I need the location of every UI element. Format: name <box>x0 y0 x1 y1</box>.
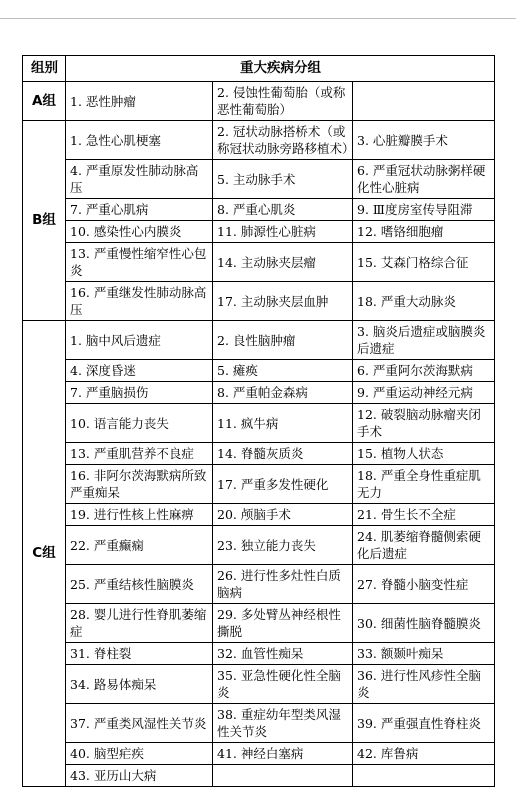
disease-cell: 16. 严重继发性肺动脉高压 <box>66 282 213 321</box>
disease-cell: 33. 额颞叶痴呆 <box>353 643 495 665</box>
disease-cell: 6. 严重冠状动脉粥样硬化性心脏病 <box>353 160 495 199</box>
disease-cell: 12. 破裂脑动脉瘤夹闭手术 <box>353 404 495 443</box>
table-row <box>23 504 495 526</box>
page-top-rule <box>0 18 516 19</box>
group-label: A组 <box>23 82 66 121</box>
disease-cell: 42. 库鲁病 <box>353 743 495 765</box>
disease-cell: 8. 严重帕金森病 <box>213 382 353 404</box>
table-row <box>23 565 495 604</box>
table-row <box>23 199 495 221</box>
group-label: B组 <box>23 121 66 321</box>
disease-cell: 20. 颅脑手术 <box>213 504 353 526</box>
table-row <box>23 643 495 665</box>
disease-cell: 27. 脊髓小脑变性症 <box>353 565 495 604</box>
disease-cell: 43. 亚历山大病 <box>66 765 213 787</box>
disease-cell: 14. 主动脉夹层瘤 <box>213 243 353 282</box>
disease-cell: 22. 严重癫痫 <box>66 526 213 565</box>
table-row <box>23 526 495 565</box>
disease-cell: 25. 严重结核性脑膜炎 <box>66 565 213 604</box>
table-row <box>23 382 495 404</box>
disease-cell: 3. 心脏瓣膜手术 <box>353 121 495 160</box>
table-body <box>23 82 495 787</box>
table-row <box>23 665 495 704</box>
critical-illness-group-table <box>22 55 494 787</box>
disease-cell: 9. Ⅲ度房室传导阻滞 <box>353 199 495 221</box>
disease-cell: 38. 重症幼年型类风湿性关节炎 <box>213 704 353 743</box>
table-row <box>23 221 495 243</box>
disease-cell: 39. 严重强直性脊柱炎 <box>353 704 495 743</box>
header-row <box>23 56 495 82</box>
table-row <box>23 243 495 282</box>
table-row <box>23 121 495 160</box>
table-row <box>23 360 495 382</box>
table-row <box>23 743 495 765</box>
disease-cell: 35. 亚急性硬化性全脑炎 <box>213 665 353 704</box>
table-row <box>23 404 495 443</box>
table-row <box>23 604 495 643</box>
disease-cell: 15. 艾森门格综合征 <box>353 243 495 282</box>
disease-cell: 31. 脊柱裂 <box>66 643 213 665</box>
disease-cell: 10. 语言能力丧失 <box>66 404 213 443</box>
disease-cell: 8. 严重心肌炎 <box>213 199 353 221</box>
disease-cell: 3. 脑炎后遗症或脑膜炎后遗症 <box>353 321 495 360</box>
disease-cell: 2. 良性脑肿瘤 <box>213 321 353 360</box>
disease-cell: 7. 严重脑损伤 <box>66 382 213 404</box>
disease-cell: 34. 路易体痴呆 <box>66 665 213 704</box>
disease-cell: 1. 恶性肿瘤 <box>66 82 213 121</box>
table-row <box>23 160 495 199</box>
disease-cell: 37. 严重类风湿性关节炎 <box>66 704 213 743</box>
disease-cell: 16. 非阿尔茨海默病所致严重痴呆 <box>66 465 213 504</box>
disease-cell <box>353 765 495 787</box>
disease-cell: 7. 严重心肌病 <box>66 199 213 221</box>
disease-cell: 18. 严重全身性重症肌无力 <box>353 465 495 504</box>
table-row <box>23 765 495 787</box>
disease-cell: 13. 严重慢性缩窄性心包炎 <box>66 243 213 282</box>
disease-cell: 15. 植物人状态 <box>353 443 495 465</box>
disease-cell: 17. 主动脉夹层血肿 <box>213 282 353 321</box>
disease-cell: 12. 嗜铬细胞瘤 <box>353 221 495 243</box>
disease-cell: 6. 严重阿尔茨海默病 <box>353 360 495 382</box>
disease-cell: 30. 细菌性脑脊髓膜炎 <box>353 604 495 643</box>
disease-cell: 21. 骨生长不全症 <box>353 504 495 526</box>
disease-cell: 4. 深度昏迷 <box>66 360 213 382</box>
table-row <box>23 704 495 743</box>
table-row <box>23 321 495 360</box>
disease-cell: 24. 肌萎缩脊髓侧索硬化后遗症 <box>353 526 495 565</box>
disease-cell: 9. 严重运动神经元病 <box>353 382 495 404</box>
disease-cell: 5. 瘫痪 <box>213 360 353 382</box>
disease-cell: 36. 进行性风疹性全脑炎 <box>353 665 495 704</box>
disease-cell: 40. 脑型疟疾 <box>66 743 213 765</box>
disease-cell: 29. 多处臂丛神经根性撕脱 <box>213 604 353 643</box>
disease-cell: 4. 严重原发性肺动脉高压 <box>66 160 213 199</box>
disease-cell <box>213 765 353 787</box>
table-row <box>23 443 495 465</box>
disease-cell: 19. 进行性核上性麻痹 <box>66 504 213 526</box>
table-row <box>23 82 495 121</box>
disease-cell: 18. 严重大动脉炎 <box>353 282 495 321</box>
disease-cell: 26. 进行性多灶性白质脑病 <box>213 565 353 604</box>
disease-cell: 17. 严重多发性硬化 <box>213 465 353 504</box>
disease-cell: 14. 脊髓灰质炎 <box>213 443 353 465</box>
group-table <box>22 55 495 787</box>
header-disease-group: 重大疾病分组 <box>66 56 495 82</box>
disease-cell: 2. 冠状动脉搭桥术（或称冠状动脉旁路移植术） <box>213 121 353 160</box>
disease-cell: 2. 侵蚀性葡萄胎（或称恶性葡萄胎） <box>213 82 353 121</box>
disease-cell: 11. 疯牛病 <box>213 404 353 443</box>
disease-cell: 1. 急性心肌梗塞 <box>66 121 213 160</box>
disease-cell: 41. 神经白塞病 <box>213 743 353 765</box>
disease-cell: 11. 肺源性心脏病 <box>213 221 353 243</box>
disease-cell: 5. 主动脉手术 <box>213 160 353 199</box>
table-row <box>23 282 495 321</box>
disease-cell: 10. 感染性心内膜炎 <box>66 221 213 243</box>
disease-cell: 23. 独立能力丧失 <box>213 526 353 565</box>
disease-cell: 1. 脑中风后遗症 <box>66 321 213 360</box>
table-row <box>23 465 495 504</box>
group-label: C组 <box>23 321 66 787</box>
disease-cell: 32. 血管性痴呆 <box>213 643 353 665</box>
disease-cell <box>353 82 495 121</box>
disease-cell: 13. 严重肌营养不良症 <box>66 443 213 465</box>
disease-cell: 28. 婴儿进行性脊肌萎缩症 <box>66 604 213 643</box>
header-group: 组别 <box>23 56 66 82</box>
